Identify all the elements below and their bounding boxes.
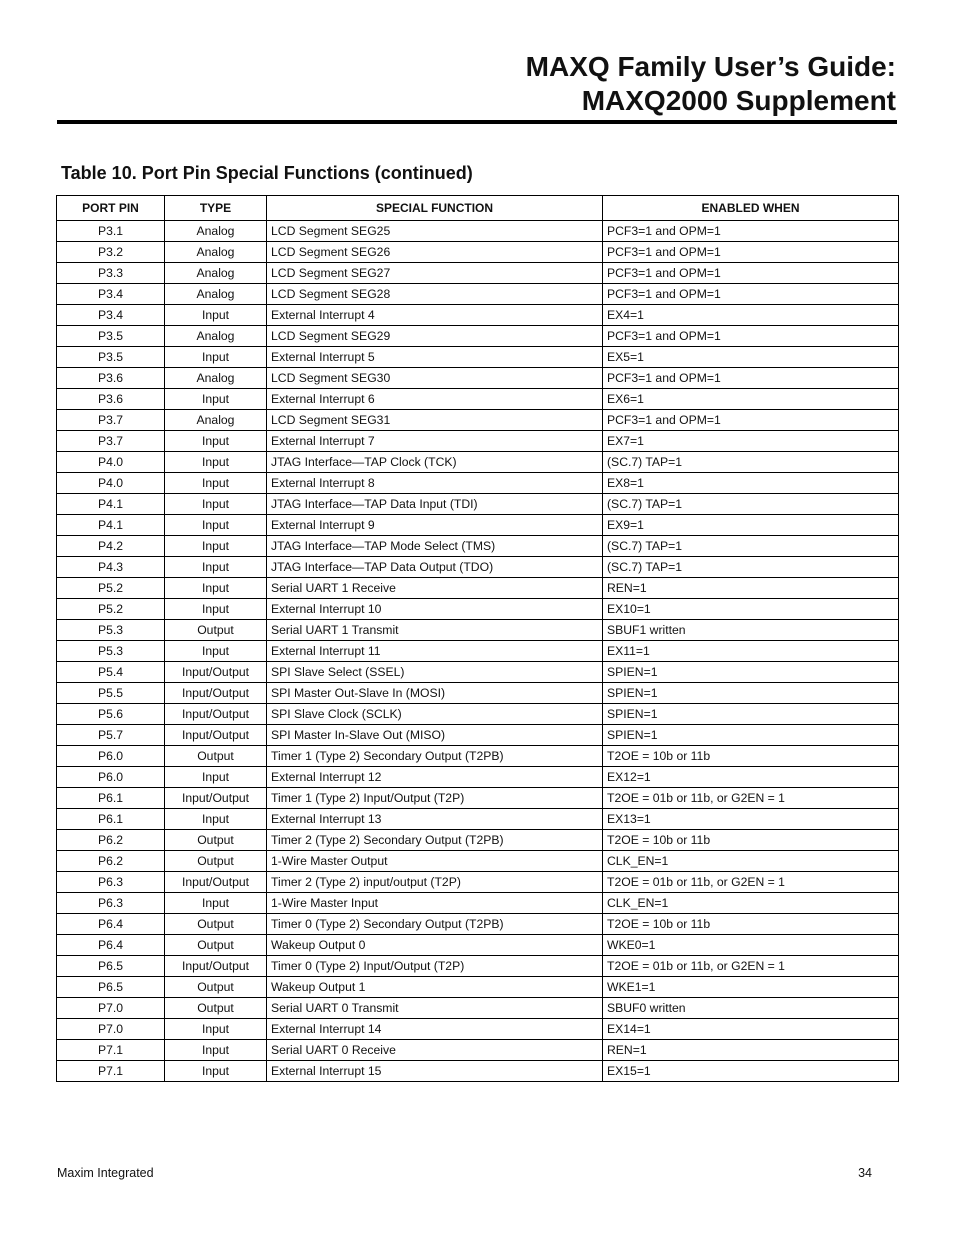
cell-special-function: Serial UART 0 Transmit (267, 998, 603, 1019)
cell-type: Input (165, 767, 267, 788)
cell-enabled-when: EX11=1 (603, 641, 899, 662)
cell-enabled-when: PCF3=1 and OPM=1 (603, 263, 899, 284)
cell-special-function: External Interrupt 13 (267, 809, 603, 830)
cell-type: Analog (165, 263, 267, 284)
cell-special-function: JTAG Interface—TAP Data Output (TDO) (267, 557, 603, 578)
table-row (57, 221, 899, 242)
cell-special-function: Timer 1 (Type 2) Input/Output (T2P) (267, 788, 603, 809)
cell-special-function: Wakeup Output 0 (267, 935, 603, 956)
cell-type: Input (165, 473, 267, 494)
cell-port-pin: P4.0 (57, 452, 165, 473)
cell-special-function: LCD Segment SEG27 (267, 263, 603, 284)
cell-type: Input/Output (165, 788, 267, 809)
cell-type: Output (165, 620, 267, 641)
cell-port-pin: P7.1 (57, 1040, 165, 1061)
cell-type: Analog (165, 368, 267, 389)
table-row (57, 704, 899, 725)
table-row (57, 641, 899, 662)
cell-special-function: Serial UART 1 Receive (267, 578, 603, 599)
cell-type: Input (165, 599, 267, 620)
cell-enabled-when: EX15=1 (603, 1061, 899, 1082)
table-row (57, 977, 899, 998)
table-row (57, 683, 899, 704)
cell-port-pin: P5.4 (57, 662, 165, 683)
table-row (57, 1019, 899, 1040)
cell-port-pin: P6.0 (57, 767, 165, 788)
table-row (57, 536, 899, 557)
cell-special-function: External Interrupt 8 (267, 473, 603, 494)
table-row (57, 599, 899, 620)
table-row (57, 326, 899, 347)
cell-enabled-when: T2OE = 01b or 11b, or G2EN = 1 (603, 872, 899, 893)
cell-port-pin: P6.5 (57, 977, 165, 998)
cell-enabled-when: T2OE = 10b or 11b (603, 914, 899, 935)
cell-enabled-when: EX4=1 (603, 305, 899, 326)
cell-type: Input (165, 515, 267, 536)
cell-port-pin: P6.4 (57, 935, 165, 956)
cell-type: Input (165, 347, 267, 368)
table-row (57, 851, 899, 872)
cell-enabled-when: EX12=1 (603, 767, 899, 788)
cell-type: Input/Output (165, 956, 267, 977)
cell-special-function: Timer 1 (Type 2) Secondary Output (T2PB) (267, 746, 603, 767)
cell-special-function: JTAG Interface—TAP Mode Select (TMS) (267, 536, 603, 557)
cell-port-pin: P5.3 (57, 641, 165, 662)
cell-special-function: External Interrupt 4 (267, 305, 603, 326)
cell-special-function: LCD Segment SEG26 (267, 242, 603, 263)
table-caption: Table 10. Port Pin Special Functions (continued) (61, 163, 473, 183)
cell-type: Input/Output (165, 704, 267, 725)
cell-special-function: External Interrupt 10 (267, 599, 603, 620)
cell-port-pin: P4.0 (57, 473, 165, 494)
cell-port-pin: P7.0 (57, 1019, 165, 1040)
cell-type: Input (165, 1040, 267, 1061)
cell-enabled-when: REN=1 (603, 1040, 899, 1061)
cell-type: Output (165, 914, 267, 935)
cell-type: Input (165, 578, 267, 599)
cell-port-pin: P3.4 (57, 305, 165, 326)
cell-enabled-when: PCF3=1 and OPM=1 (603, 284, 899, 305)
cell-port-pin: P5.6 (57, 704, 165, 725)
table-row (57, 389, 899, 410)
table-row (57, 368, 899, 389)
cell-port-pin: P3.1 (57, 221, 165, 242)
cell-type: Input (165, 557, 267, 578)
document-title (526, 50, 896, 118)
cell-enabled-when: PCF3=1 and OPM=1 (603, 326, 899, 347)
cell-type: Input (165, 452, 267, 473)
cell-enabled-when: SPIEN=1 (603, 683, 899, 704)
cell-enabled-when: CLK_EN=1 (603, 893, 899, 914)
cell-enabled-when: SPIEN=1 (603, 704, 899, 725)
cell-special-function: External Interrupt 15 (267, 1061, 603, 1082)
cell-special-function: 1-Wire Master Input (267, 893, 603, 914)
cell-port-pin: P6.4 (57, 914, 165, 935)
cell-special-function: Serial UART 1 Transmit (267, 620, 603, 641)
cell-port-pin: P3.6 (57, 389, 165, 410)
cell-enabled-when: PCF3=1 and OPM=1 (603, 368, 899, 389)
cell-type: Input/Output (165, 872, 267, 893)
footer-page-number: 34 (858, 1166, 872, 1180)
cell-type: Input/Output (165, 725, 267, 746)
cell-port-pin: P3.6 (57, 368, 165, 389)
column-header-port-pin: PORT PIN (57, 196, 165, 221)
table-row (57, 1040, 899, 1061)
cell-port-pin: P4.3 (57, 557, 165, 578)
cell-special-function: 1-Wire Master Output (267, 851, 603, 872)
table-row (57, 998, 899, 1019)
cell-enabled-when: EX6=1 (603, 389, 899, 410)
cell-type: Analog (165, 410, 267, 431)
table-row (57, 935, 899, 956)
cell-enabled-when: T2OE = 10b or 11b (603, 746, 899, 767)
table-row (57, 578, 899, 599)
cell-port-pin: P3.5 (57, 326, 165, 347)
cell-enabled-when: EX8=1 (603, 473, 899, 494)
cell-port-pin: P6.1 (57, 809, 165, 830)
cell-special-function: External Interrupt 7 (267, 431, 603, 452)
table-row (57, 452, 899, 473)
cell-special-function: Serial UART 0 Receive (267, 1040, 603, 1061)
table-row (57, 788, 899, 809)
cell-enabled-when: T2OE = 10b or 11b (603, 830, 899, 851)
table-row (57, 725, 899, 746)
table-row (57, 347, 899, 368)
cell-port-pin: P6.3 (57, 872, 165, 893)
cell-type: Analog (165, 326, 267, 347)
cell-enabled-when: SPIEN=1 (603, 662, 899, 683)
cell-port-pin: P3.7 (57, 410, 165, 431)
cell-enabled-when: EX7=1 (603, 431, 899, 452)
table-row (57, 410, 899, 431)
cell-special-function: Timer 0 (Type 2) Input/Output (T2P) (267, 956, 603, 977)
cell-enabled-when: (SC.7) TAP=1 (603, 557, 899, 578)
table-row (57, 620, 899, 641)
cell-type: Input (165, 536, 267, 557)
table-row (57, 809, 899, 830)
cell-type: Analog (165, 242, 267, 263)
cell-type: Output (165, 998, 267, 1019)
cell-special-function: Timer 2 (Type 2) Secondary Output (T2PB) (267, 830, 603, 851)
cell-enabled-when: EX10=1 (603, 599, 899, 620)
cell-special-function: SPI Slave Select (SSEL) (267, 662, 603, 683)
cell-port-pin: P5.5 (57, 683, 165, 704)
table-row (57, 1061, 899, 1082)
cell-special-function: Timer 2 (Type 2) input/output (T2P) (267, 872, 603, 893)
cell-enabled-when: PCF3=1 and OPM=1 (603, 410, 899, 431)
cell-special-function: SPI Master In-Slave Out (MISO) (267, 725, 603, 746)
cell-special-function: Wakeup Output 1 (267, 977, 603, 998)
column-header-enabled-when: ENABLED WHEN (603, 196, 899, 221)
cell-enabled-when: (SC.7) TAP=1 (603, 452, 899, 473)
table-row (57, 767, 899, 788)
cell-port-pin: P6.0 (57, 746, 165, 767)
cell-type: Output (165, 830, 267, 851)
footer-company: Maxim Integrated (57, 1166, 154, 1180)
cell-enabled-when: PCF3=1 and OPM=1 (603, 221, 899, 242)
cell-special-function: LCD Segment SEG28 (267, 284, 603, 305)
cell-type: Input (165, 893, 267, 914)
cell-type: Input (165, 1019, 267, 1040)
table-row (57, 872, 899, 893)
table-row (57, 893, 899, 914)
cell-enabled-when: EX9=1 (603, 515, 899, 536)
cell-port-pin: P7.1 (57, 1061, 165, 1082)
title-divider (57, 120, 897, 124)
table-row (57, 494, 899, 515)
table-row (57, 242, 899, 263)
cell-enabled-when: T2OE = 01b or 11b, or G2EN = 1 (603, 956, 899, 977)
table-row (57, 305, 899, 326)
cell-port-pin: P3.7 (57, 431, 165, 452)
cell-special-function: JTAG Interface—TAP Clock (TCK) (267, 452, 603, 473)
column-header-special-function: SPECIAL FUNCTION (267, 196, 603, 221)
cell-special-function: External Interrupt 12 (267, 767, 603, 788)
cell-type: Output (165, 977, 267, 998)
cell-port-pin: P3.4 (57, 284, 165, 305)
cell-type: Input (165, 1061, 267, 1082)
cell-type: Output (165, 746, 267, 767)
cell-enabled-when: (SC.7) TAP=1 (603, 536, 899, 557)
cell-port-pin: P5.7 (57, 725, 165, 746)
cell-enabled-when: PCF3=1 and OPM=1 (603, 242, 899, 263)
cell-enabled-when: REN=1 (603, 578, 899, 599)
table-row (57, 431, 899, 452)
column-header-type: TYPE (165, 196, 267, 221)
cell-enabled-when: EX14=1 (603, 1019, 899, 1040)
document-title-line-1: MAXQ Family User’s Guide: (525, 51, 896, 82)
cell-special-function: LCD Segment SEG30 (267, 368, 603, 389)
cell-enabled-when: WKE0=1 (603, 935, 899, 956)
cell-port-pin: P5.3 (57, 620, 165, 641)
cell-special-function: External Interrupt 9 (267, 515, 603, 536)
cell-enabled-when: EX13=1 (603, 809, 899, 830)
cell-type: Input (165, 494, 267, 515)
cell-type: Output (165, 935, 267, 956)
table-row (57, 914, 899, 935)
cell-special-function: External Interrupt 14 (267, 1019, 603, 1040)
table-header-row (57, 196, 899, 221)
cell-special-function: External Interrupt 11 (267, 641, 603, 662)
cell-type: Analog (165, 284, 267, 305)
cell-port-pin: P3.3 (57, 263, 165, 284)
cell-enabled-when: SPIEN=1 (603, 725, 899, 746)
cell-type: Input (165, 641, 267, 662)
cell-special-function: Timer 0 (Type 2) Secondary Output (T2PB) (267, 914, 603, 935)
cell-type: Input (165, 809, 267, 830)
cell-enabled-when: SBUF1 written (603, 620, 899, 641)
cell-port-pin: P7.0 (57, 998, 165, 1019)
cell-port-pin: P5.2 (57, 578, 165, 599)
cell-special-function: External Interrupt 5 (267, 347, 603, 368)
cell-enabled-when: CLK_EN=1 (603, 851, 899, 872)
port-pin-table (56, 195, 899, 1082)
cell-special-function: LCD Segment SEG31 (267, 410, 603, 431)
table-row (57, 746, 899, 767)
table-row (57, 515, 899, 536)
cell-type: Input (165, 305, 267, 326)
cell-type: Analog (165, 221, 267, 242)
table-row (57, 284, 899, 305)
cell-port-pin: P6.5 (57, 956, 165, 977)
cell-port-pin: P4.1 (57, 515, 165, 536)
cell-port-pin: P4.2 (57, 536, 165, 557)
table-row (57, 662, 899, 683)
cell-special-function: JTAG Interface—TAP Data Input (TDI) (267, 494, 603, 515)
document-title-line-2: MAXQ2000 Supplement (581, 85, 896, 116)
cell-special-function: LCD Segment SEG25 (267, 221, 603, 242)
table-row (57, 557, 899, 578)
table-row (57, 473, 899, 494)
cell-type: Input/Output (165, 683, 267, 704)
cell-port-pin: P3.5 (57, 347, 165, 368)
cell-type: Input (165, 389, 267, 410)
cell-special-function: SPI Master Out-Slave In (MOSI) (267, 683, 603, 704)
cell-special-function: SPI Slave Clock (SCLK) (267, 704, 603, 725)
cell-port-pin: P6.1 (57, 788, 165, 809)
cell-enabled-when: T2OE = 01b or 11b, or G2EN = 1 (603, 788, 899, 809)
table-body (57, 221, 899, 1082)
cell-enabled-when: (SC.7) TAP=1 (603, 494, 899, 515)
cell-type: Output (165, 851, 267, 872)
cell-enabled-when: SBUF0 written (603, 998, 899, 1019)
table-row (57, 263, 899, 284)
cell-port-pin: P6.2 (57, 851, 165, 872)
cell-port-pin: P5.2 (57, 599, 165, 620)
cell-port-pin: P6.3 (57, 893, 165, 914)
cell-enabled-when: WKE1=1 (603, 977, 899, 998)
cell-port-pin: P3.2 (57, 242, 165, 263)
cell-port-pin: P4.1 (57, 494, 165, 515)
table-row (57, 956, 899, 977)
cell-port-pin: P6.2 (57, 830, 165, 851)
cell-type: Input/Output (165, 662, 267, 683)
cell-type: Input (165, 431, 267, 452)
table-row (57, 830, 899, 851)
cell-special-function: External Interrupt 6 (267, 389, 603, 410)
cell-enabled-when: EX5=1 (603, 347, 899, 368)
cell-special-function: LCD Segment SEG29 (267, 326, 603, 347)
